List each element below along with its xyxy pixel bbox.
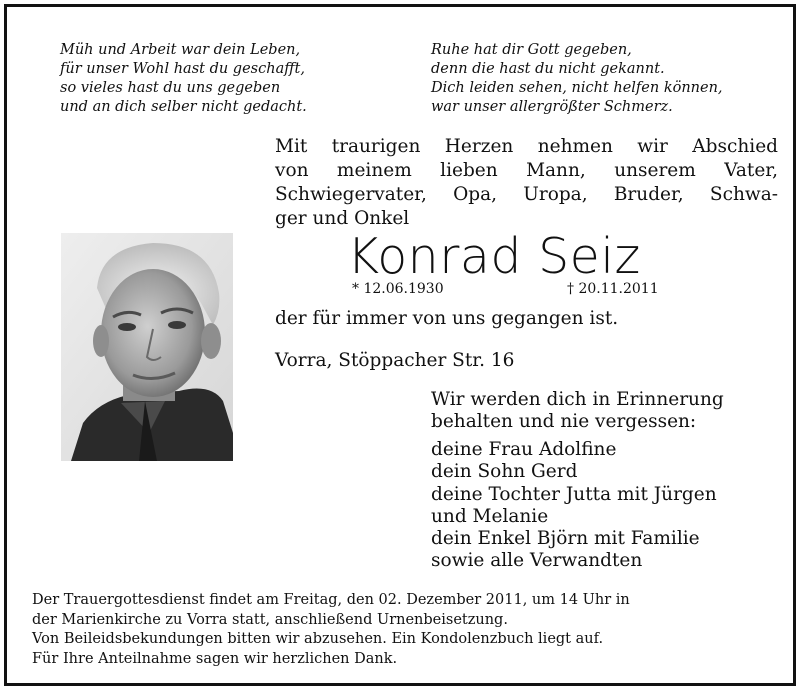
poem-line: war unser allergrößter Schmerz.	[431, 99, 673, 115]
footer-notice	[32, 591, 630, 669]
poem-line: Müh und Arbeit war dein Leben,	[60, 42, 301, 58]
family-list	[431, 439, 717, 573]
footer-line: Von Beileidsbekundungen bitten wir abzusehen. Ein Kondolenzbuch liegt auf.	[32, 631, 604, 647]
intro-line: von meinem lieben Mann, unserem Vater,	[275, 160, 778, 181]
poem-line: für unser Wohl hast du geschafft,	[60, 61, 305, 77]
family-member: und Melanie	[431, 505, 549, 527]
poem-line: und an dich selber nicht gedacht.	[60, 99, 307, 115]
footer-line: der Marienkirche zu Vorra statt, anschließend Urnenbeisetzung.	[32, 611, 508, 628]
remembrance-line: behalten und nie vergessen:	[431, 411, 697, 432]
death-date: † 20.11.2011	[567, 281, 659, 297]
birth-date: * 12.06.1930	[352, 281, 444, 297]
intro-line: Mit traurigen Herzen nehmen wir Abschied	[275, 136, 778, 157]
remembrance-line: Wir werden dich in Erinnerung	[431, 389, 724, 410]
poem-line: so vieles hast du uns gegeben	[60, 80, 281, 96]
portrait-photo	[61, 233, 233, 461]
address: Vorra, Stöppacher Str. 16	[275, 350, 515, 371]
family-member: sowie alle Verwandten	[431, 550, 643, 572]
intro-text	[275, 135, 778, 231]
family-member: deine Frau Adolfine	[431, 439, 617, 460]
poem-right	[431, 41, 723, 117]
family-member: dein Sohn Gerd	[431, 461, 578, 483]
poem-line: Dich leiden sehen, nicht helfen können,	[431, 80, 723, 96]
deceased-name: Konrad Seiz	[347, 228, 641, 285]
poem-left	[60, 41, 307, 117]
family-member: deine Tochter Jutta mit Jürgen	[431, 483, 717, 505]
remembrance-text	[431, 389, 724, 433]
obituary-notice	[4, 4, 796, 686]
poem-line: denn die hast du nicht gekannt.	[431, 61, 665, 77]
poem-line: Ruhe hat dir Gott gegeben,	[431, 42, 632, 58]
footer-line: Der Trauergottesdienst findet am Freitag, den 02. Dezember 2011, um 14 Uhr in	[32, 592, 630, 608]
footer-line: Für Ihre Anteilnahme sagen wir herzlichen Dank.	[32, 650, 398, 667]
gone-text: der für immer von uns gegangen ist.	[275, 308, 619, 329]
family-member: dein Enkel Björn mit Familie	[431, 528, 700, 550]
intro-line: Schwiegervater, Opa, Uropa, Bruder, Schwa-	[275, 184, 778, 205]
intro-line: ger und Onkel	[275, 208, 410, 229]
